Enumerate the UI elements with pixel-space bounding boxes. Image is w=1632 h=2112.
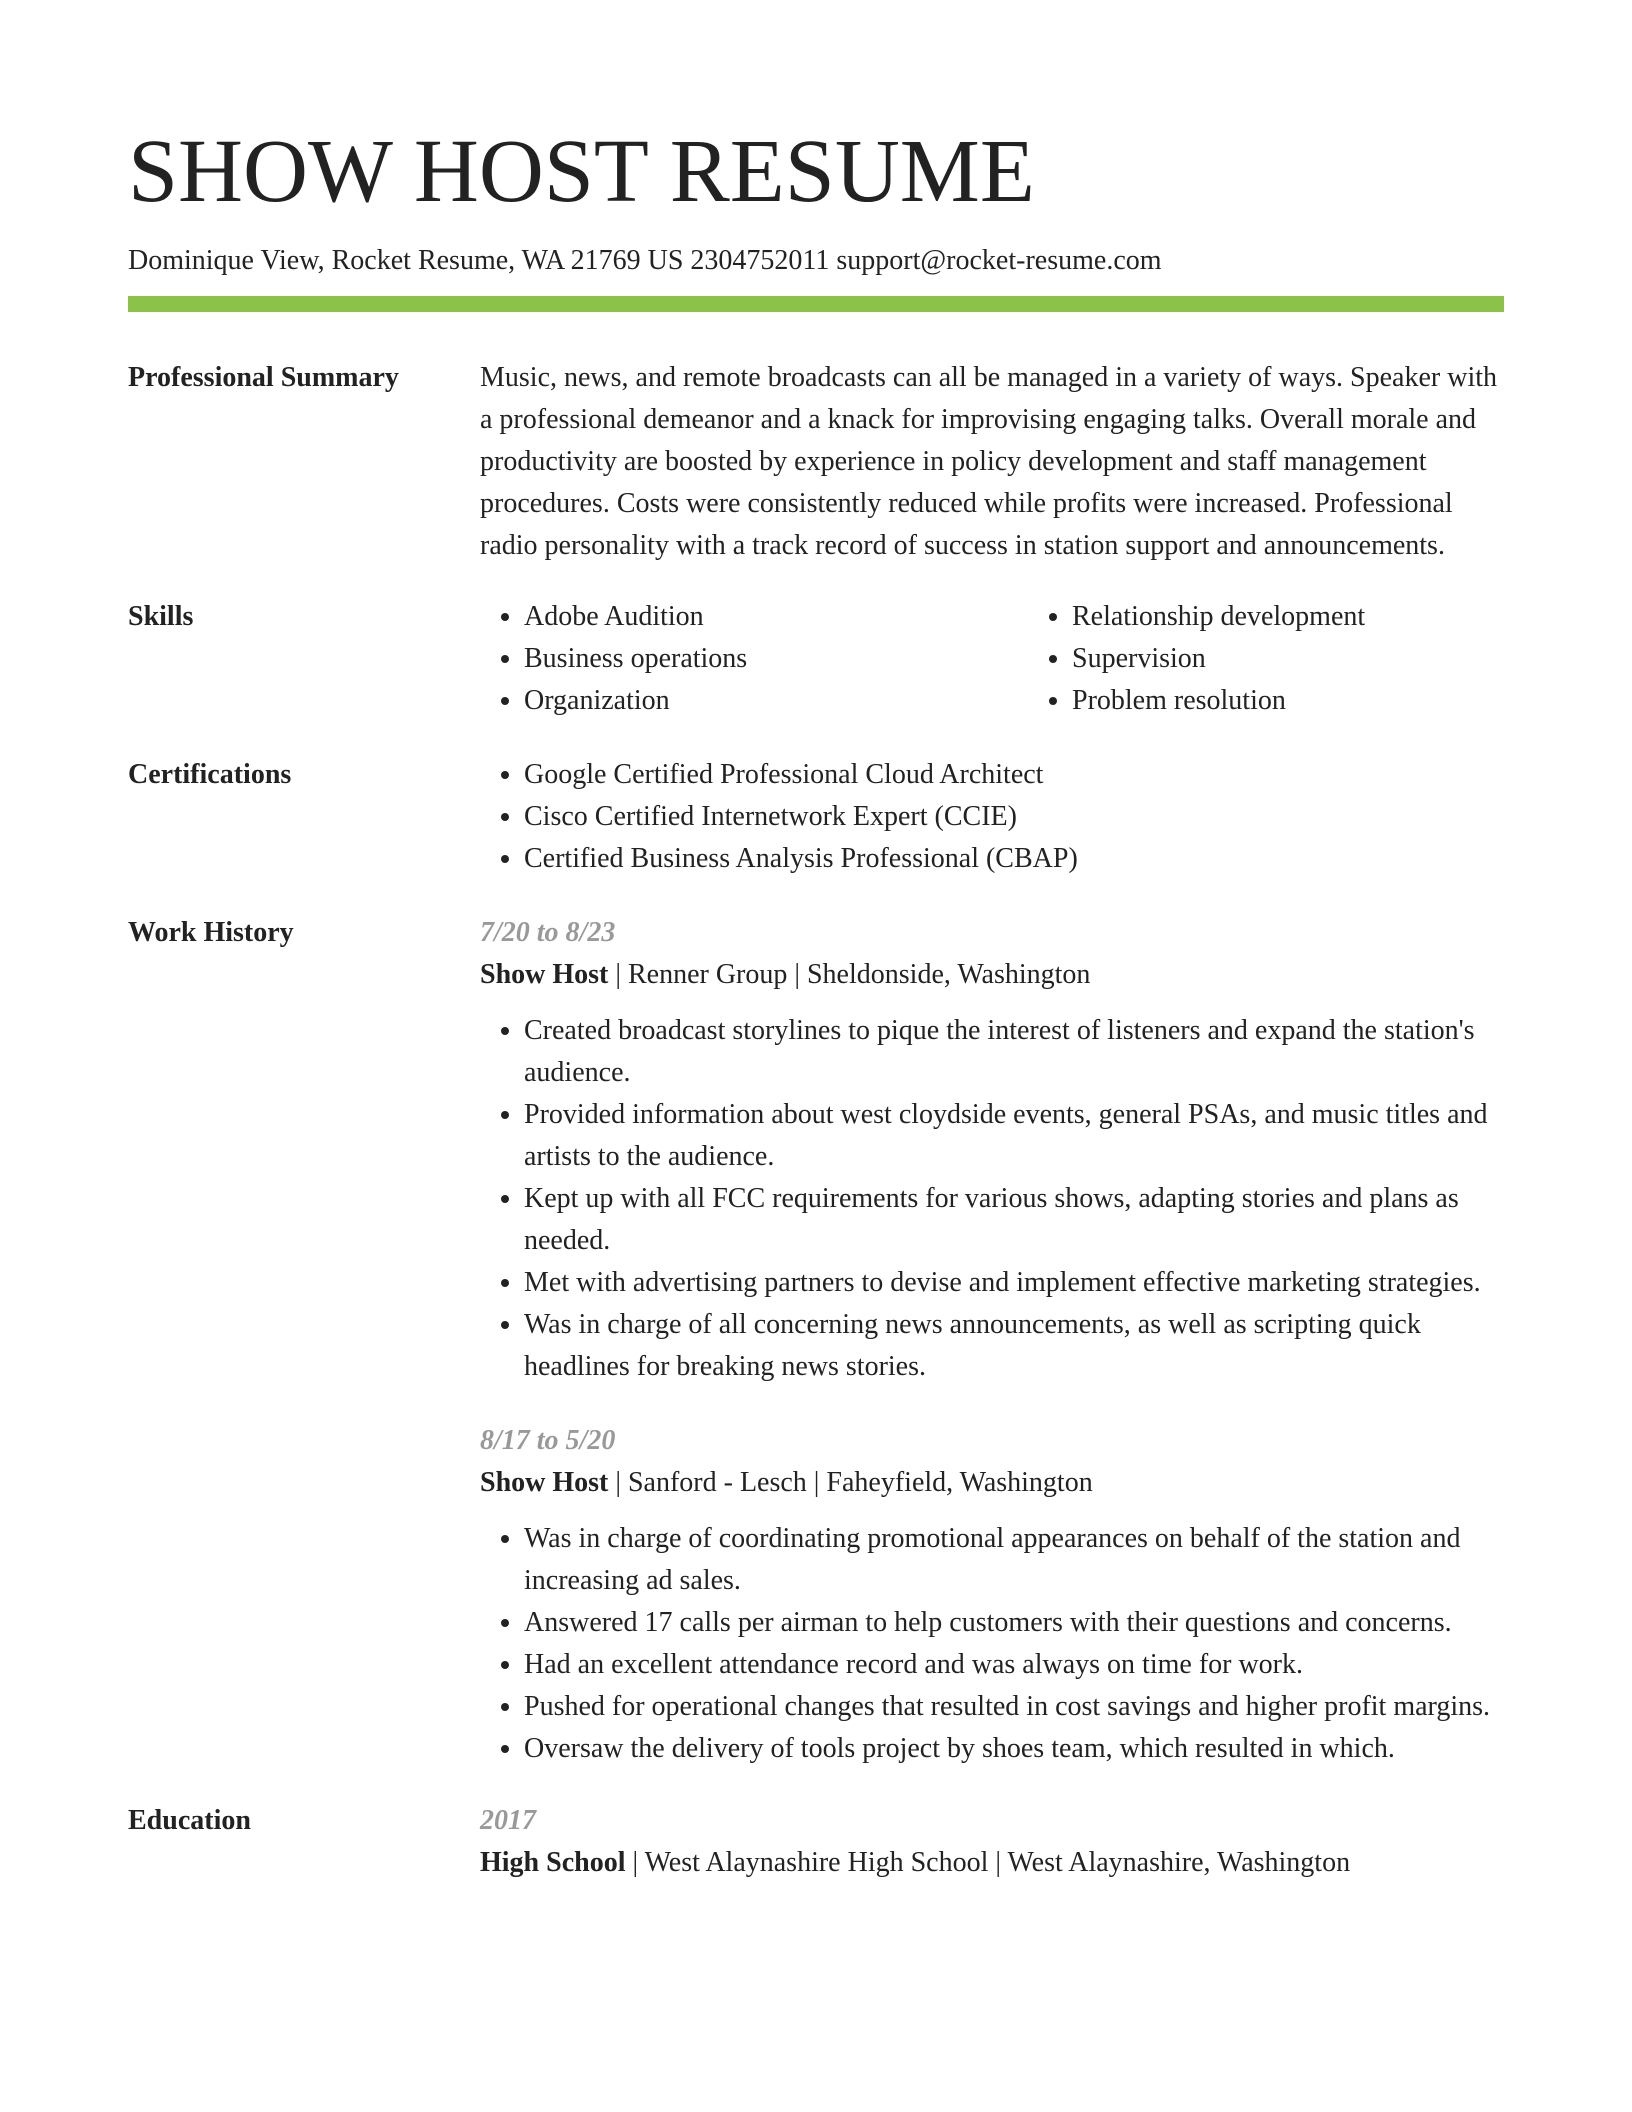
section-certifications <box>128 754 1504 880</box>
education-degree: High School <box>480 1847 626 1878</box>
job-dates: 7/20 to 8/23 <box>480 917 616 948</box>
job-bullet: • Kept up with all FCC requirements for various shows, adapting stories and plans as needed. <box>524 1178 1504 1262</box>
section-body <box>480 1800 1504 1884</box>
job-details: | Renner Group | Sheldonside, Washington <box>608 959 1091 990</box>
section-body <box>480 596 1504 722</box>
education-year: 2017 <box>480 1805 536 1836</box>
header-accent-rule <box>128 296 1504 312</box>
summary-text: Music, news, and remote broadcasts can all be managed in a variety of ways. Speaker with a professional demeanor and a knack for improvising engaging talks. Overall morale and productivity are boosted by experience in policy development and staff management procedures. Costs were consistently reduced while profits were increased. Professional radio personality with a track record of success in station support and announcements. <box>480 362 1497 561</box>
job-bullet: • Met with advertising partners to devise and implement effective marketing strategies. <box>524 1262 1504 1304</box>
skills-list-left <box>480 596 1028 722</box>
certification-item: • Google Certified Professional Cloud Architect <box>524 754 1504 796</box>
skill-item: • Relationship development <box>1072 596 1576 638</box>
job-bullet: • Oversaw the delivery of tools project by shoes team, which resulted in which. <box>524 1728 1504 1770</box>
job-bullet: • Answered 17 calls per airman to help customers with their questions and concerns. <box>524 1602 1504 1644</box>
contact-line: Dominique View, Rocket Resume, WA 21769 US 2304752011 support@rocket-resume.com <box>128 245 1162 276</box>
section-work-history <box>128 912 1504 1770</box>
job-bullet: • Provided information about west cloydside events, general PSAs, and music titles and artists to the audience. <box>524 1094 1504 1178</box>
skill-item: • Supervision <box>1072 638 1576 680</box>
section-label: Certifications <box>128 759 292 790</box>
job-bullet: • Had an excellent attendance record and was always on time for work. <box>524 1644 1504 1686</box>
job-details: | Sanford - Lesch | Faheyfield, Washington <box>608 1467 1093 1498</box>
section-skills <box>128 596 1504 722</box>
job-title-line <box>480 1462 1504 1504</box>
job-role: Show Host <box>480 959 609 990</box>
education-line <box>480 1842 1504 1884</box>
job-bullet: • Was in charge of all concerning news announcements, as well as scripting quick headlines for breaking news stories. <box>524 1304 1504 1388</box>
skill-item: • Adobe Audition <box>524 596 1028 638</box>
section-label: Skills <box>128 601 194 632</box>
section-body <box>480 754 1504 880</box>
job-bullet: • Created broadcast storylines to pique the interest of listeners and expand the station's audience. <box>524 1010 1504 1094</box>
section-label: Professional Summary <box>128 362 399 393</box>
job-bullet: • Pushed for operational changes that resulted in cost savings and higher profit margins. <box>524 1686 1504 1728</box>
skill-item: • Problem resolution <box>1072 680 1576 722</box>
education-details: | West Alaynashire High School | West Alaynashire, Washington <box>625 1847 1351 1878</box>
job-bullet: • Was in charge of coordinating promotional appearances on behalf of the station and increasing ad sales. <box>524 1518 1504 1602</box>
section-label: Education <box>128 1805 251 1836</box>
skills-list-right <box>1028 596 1576 722</box>
skill-item: • Organization <box>524 680 1028 722</box>
job-title-line <box>480 954 1504 996</box>
section-body <box>480 357 1504 567</box>
job-role: Show Host <box>480 1467 609 1498</box>
certification-item: • Cisco Certified Internetwork Expert (CCIE) <box>524 796 1504 838</box>
job-entry <box>480 912 1504 1388</box>
section-label: Work History <box>128 917 294 948</box>
skills-grid <box>480 596 1504 722</box>
section-education <box>128 1800 1504 1884</box>
resume-title: SHOW HOST RESUME <box>128 122 1035 221</box>
job-bullets <box>480 1518 1504 1770</box>
certifications-list <box>480 754 1504 880</box>
certification-item: • Certified Business Analysis Professional (CBAP) <box>524 838 1504 880</box>
skill-item: • Business operations <box>524 638 1028 680</box>
job-bullets <box>480 1010 1504 1388</box>
job-entry <box>480 1420 1504 1770</box>
job-dates: 8/17 to 5/20 <box>480 1425 616 1456</box>
section-professional-summary <box>128 357 1504 567</box>
section-body <box>480 912 1504 1770</box>
